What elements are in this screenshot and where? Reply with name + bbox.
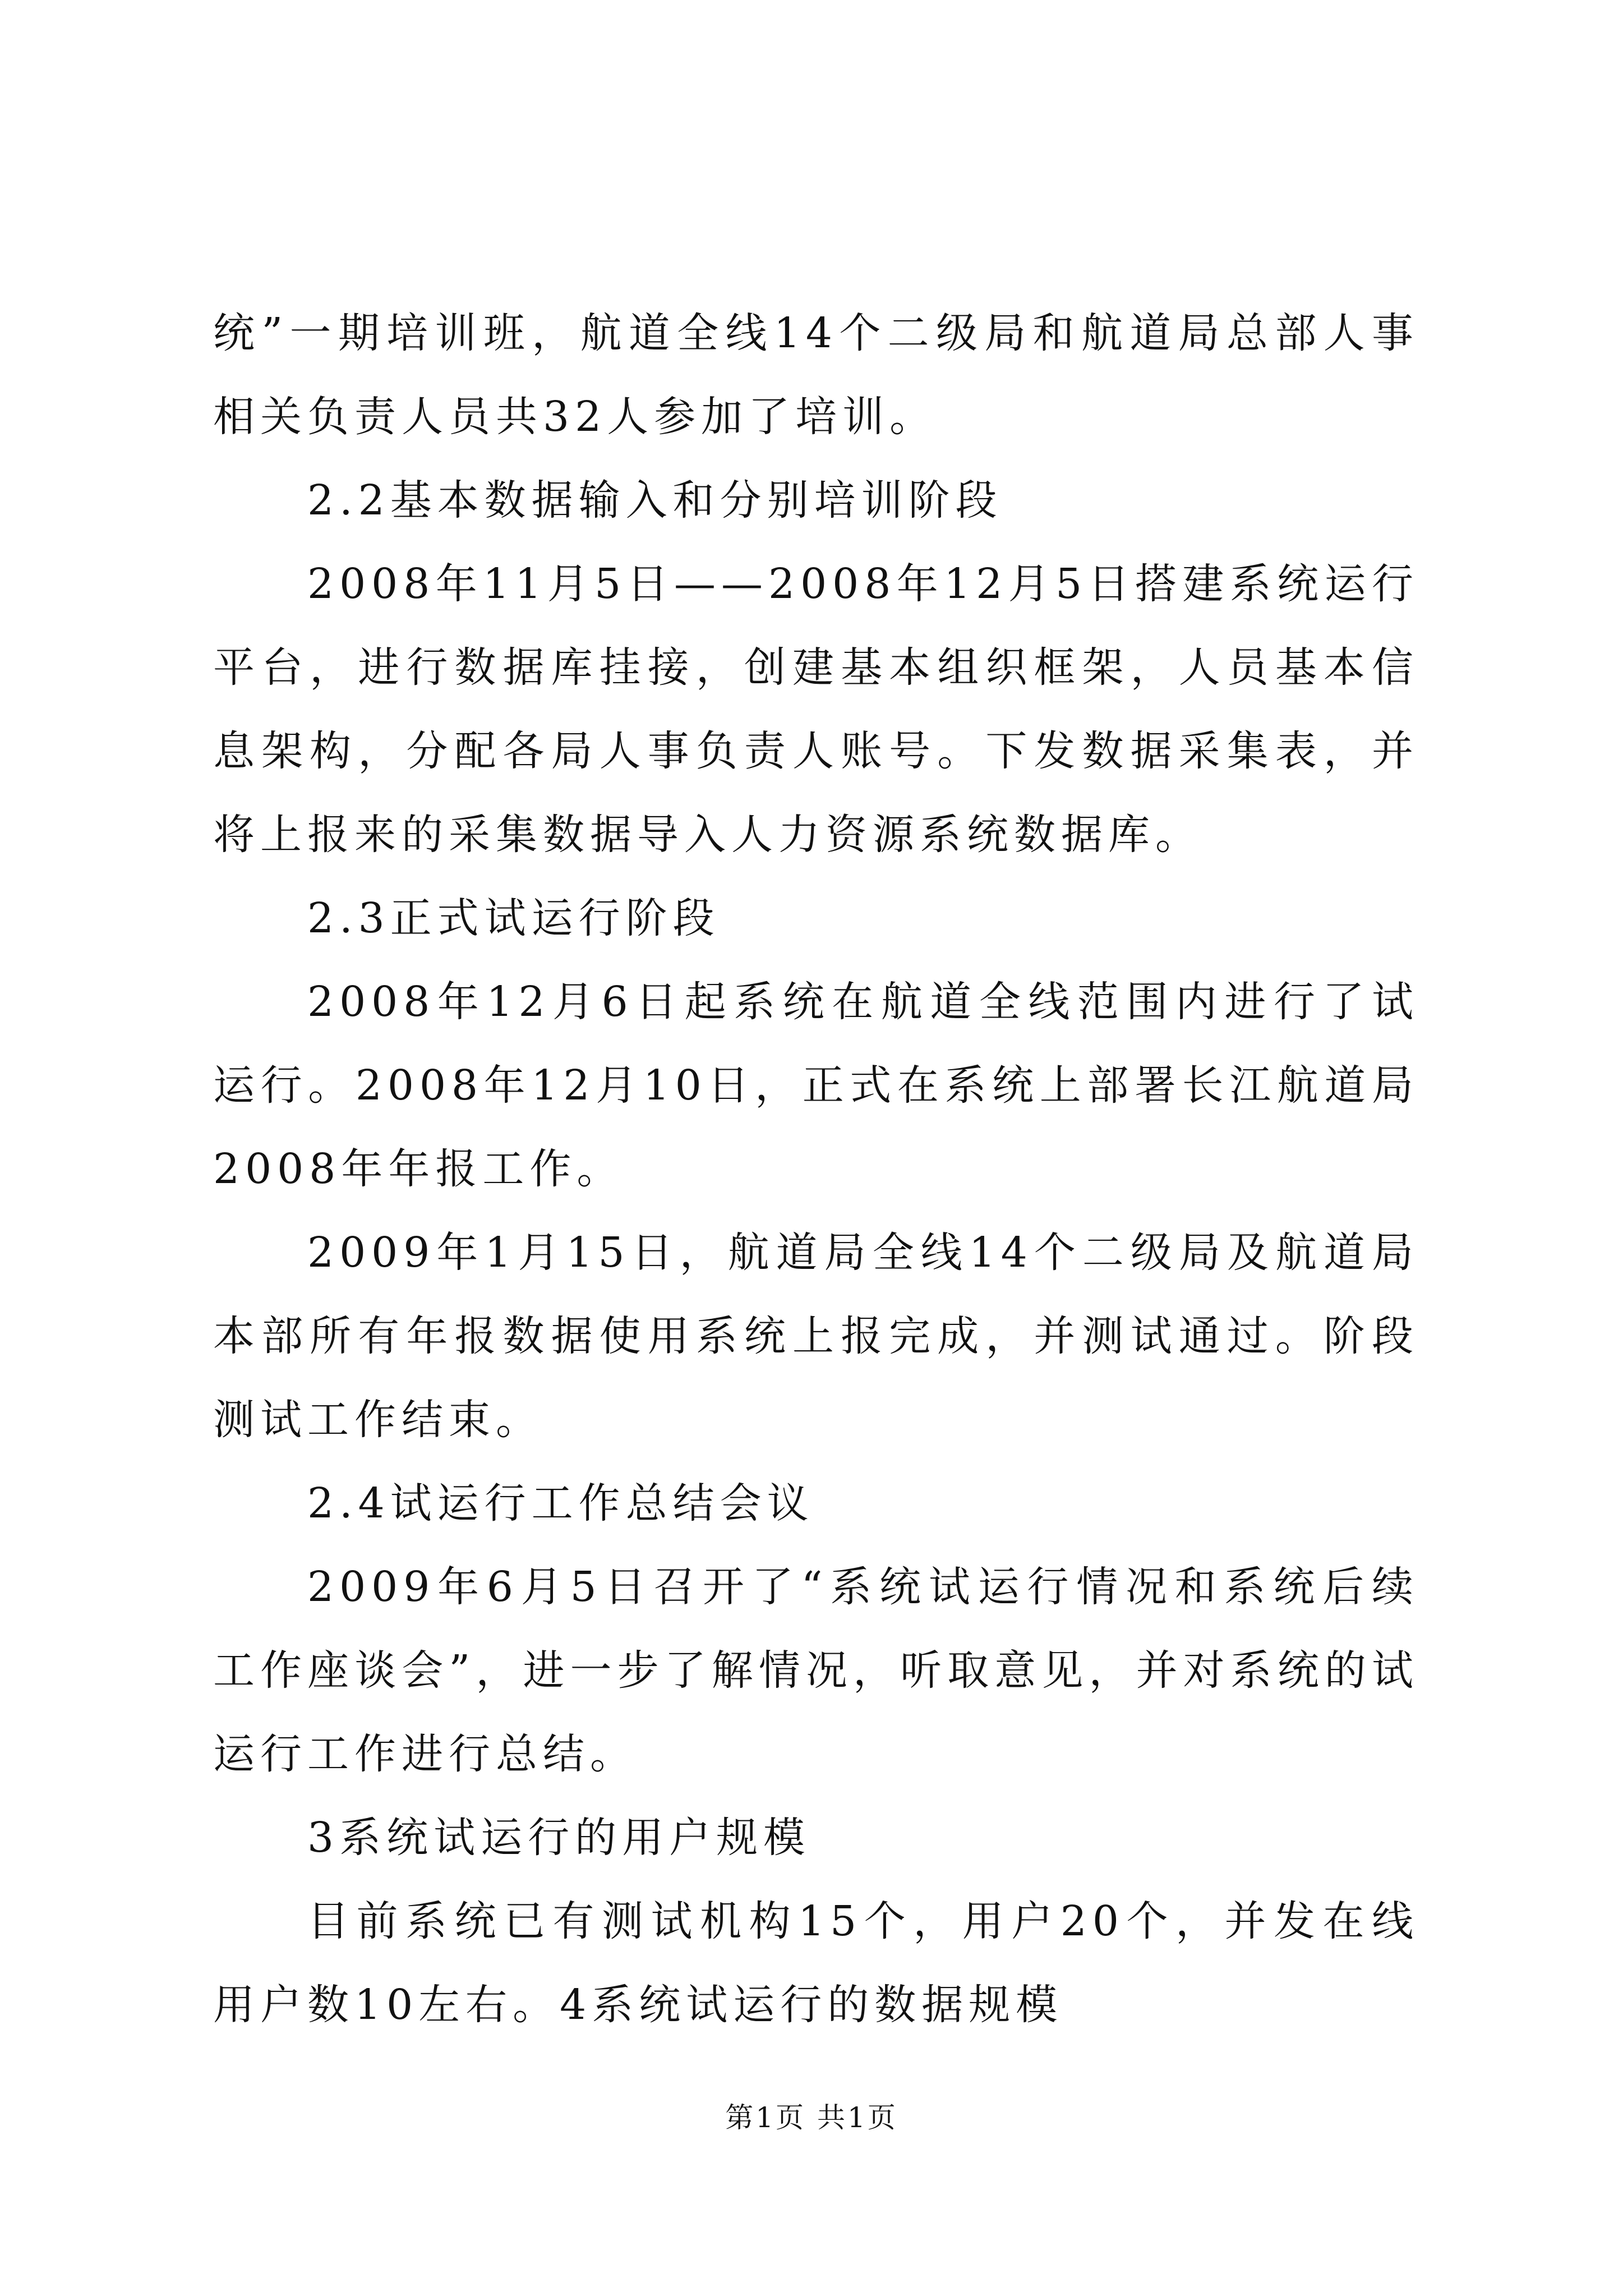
section-heading: 2.4试运行工作总结会议 [307, 1479, 814, 1527]
document-body [213, 292, 1419, 2047]
paragraph: 2009年1月15日，航道局全线14个二级局及航道局本部所有年报数据使用系统上报完成，并测试通过。阶段测试工作结束。 [213, 1228, 1419, 1444]
paragraph: 统”一期培训班，航道全线14个二级局和航道局总部人事相关负责人员共32人参加了培训。 [213, 309, 1419, 441]
section-heading: 2.2基本数据输入和分别培训阶段 [307, 476, 1003, 524]
paragraph: 2008年12月6日起系统在航道全线范围内进行了试运行。2008年12月10日，正式在系统上部署长江航道局2008年年报工作。 [213, 978, 1419, 1193]
paragraph: 2008年11月5日——2008年12月5日搭建系统运行平台，进行数据库挂接，创建基本组织框架，人员基本信息架构，分配各局人事负责人账号。下发数据采集表，并将上报来的采集数据导入人力资源系统数据库。 [213, 560, 1419, 859]
section-heading: 3系统试运行的用户规模 [307, 1814, 811, 1862]
paragraph: 目前系统已有测试机构15个，用户20个，并发在线用户数10左右。4系统试运行的数据规模 [213, 1897, 1419, 2029]
paragraph: 2009年6月5日召开了“系统试运行情况和系统后续工作座谈会”，进一步了解情况，听取意见，并对系统的试运行工作进行总结。 [213, 1563, 1419, 1778]
section-heading: 2.3正式试运行阶段 [307, 894, 720, 942]
page-footer: 第1页 共1页 [725, 2101, 898, 2134]
